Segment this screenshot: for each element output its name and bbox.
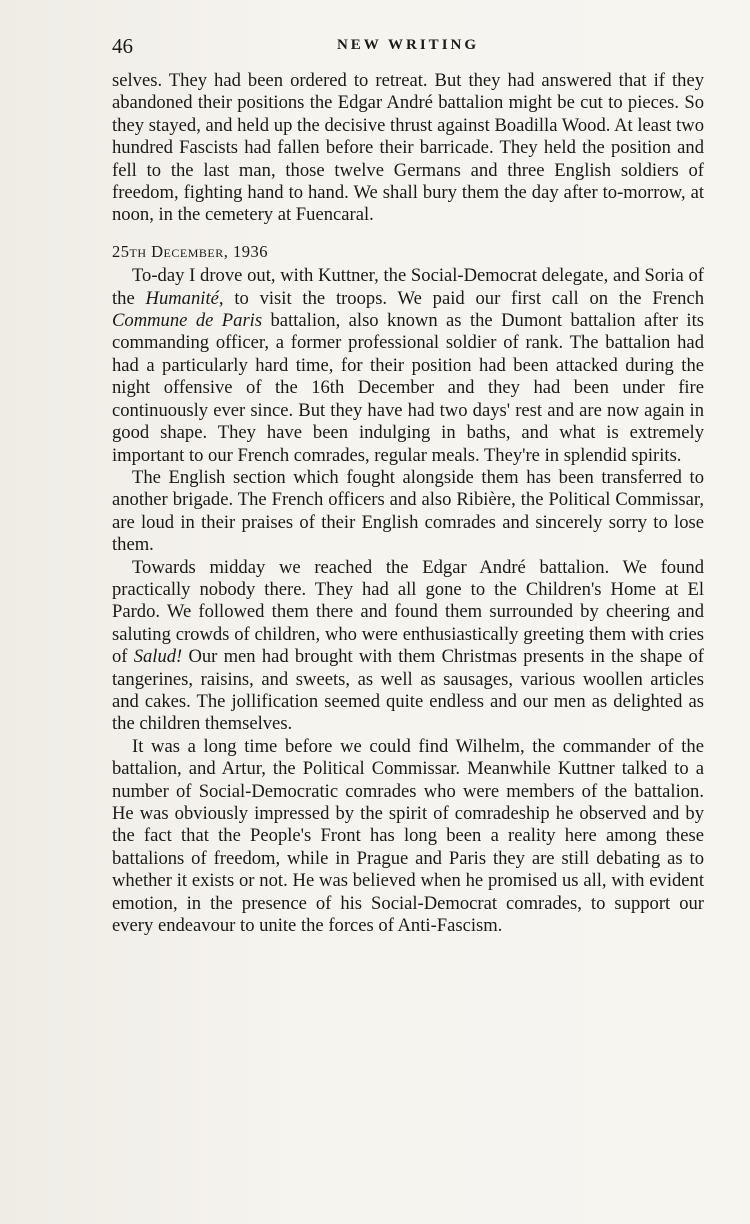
running-title: NEW WRITING: [336, 37, 480, 53]
page-number: 46: [112, 34, 133, 58]
paragraph-el-pardo: [112, 557, 704, 736]
p4-part-a: Towards midday we reached the Edgar André battalion. We found practically nobody there. They had all gone to the Children's Home at El Pardo. We followed them there and found them surrounded by cheering and saluting crowds of children, who were enthusiastically greeting them with cries of: [112, 556, 704, 668]
p2-part-a: To-day I drove out, with Kuttner, the Social-Democrat delegate, and Soria of the: [112, 265, 704, 309]
paragraph-english-section: The English section which fought alongside them has been transferred to another brigade. The French officers and also Ribière, the Political Commissar, are loud in their praises of their English comrades and sincerely sorry to lose them.: [112, 466, 704, 556]
p2-newspaper-title: Humanité: [145, 287, 219, 309]
page-header: [112, 34, 704, 62]
paragraph-wilhelm: It was a long time before we could find Wilhelm, the commander of the battalion, and Artur, the Political Commissar. Meanwhile Kuttner talked to a number of Social-Democratic comrades who were members of the battalion. He was obviously impressed by the spirit of comradeship he observed and by the fact that the People's Front has long been a reality here among these battalions of freedom, while in Prague and Paris they are still debating as to whether it exists or not. He was believed when he promised us all, with evident emotion, in the presence of his Social-Democrat comrades, to support our every endeavour to unite the forces of Anti-Fascism.: [112, 735, 704, 937]
dateline-text: 25th December, 1936: [112, 241, 268, 261]
paragraph-visit: [112, 265, 704, 467]
p2-battalion-name: Commune de Paris: [112, 310, 263, 332]
p4-salud: Salud!: [133, 646, 183, 668]
dateline: [112, 241, 704, 263]
p2-part-e: battalion, also known as the Dumont battalion after its commanding officer, a former professional soldier of rank. The battalion had had a particularly hard time, for their position had been attacked during the night offensive of the 16th December and they had been under fire continuously ever since. But they have had two days' rest and are now again in good shape. They have been indulging in baths, and what is extremely important to our French comrades, regular meals. They're in splendid spirits.: [112, 310, 704, 466]
paragraph-continuation: selves. They had been ordered to retreat. But they had answered that if they abandoned their positions the Edgar André battalion might be cut to pieces. So they stayed, and held up the decisive thrust against Boadilla Wood. At least two hundred Fascists had fallen before their barricade. They held the position and fell to the last man, those twelve Germans and three English soldiers of freedom, fighting hand to hand. We shall bury them the day after to-morrow, at noon, in the cemetery at Fuencaral.: [112, 70, 704, 226]
p4-part-c: Our men had brought with them Christmas presents in the shape of tangerines, raisins, and sweets, as well as sausages, various woollen articles and cakes. The jollification seemed quite endless and our men as delighted as the children themselves.: [112, 646, 704, 735]
p2-part-c: , to visit the troops. We paid our first call on the French: [218, 287, 704, 309]
body-text: [112, 70, 704, 937]
